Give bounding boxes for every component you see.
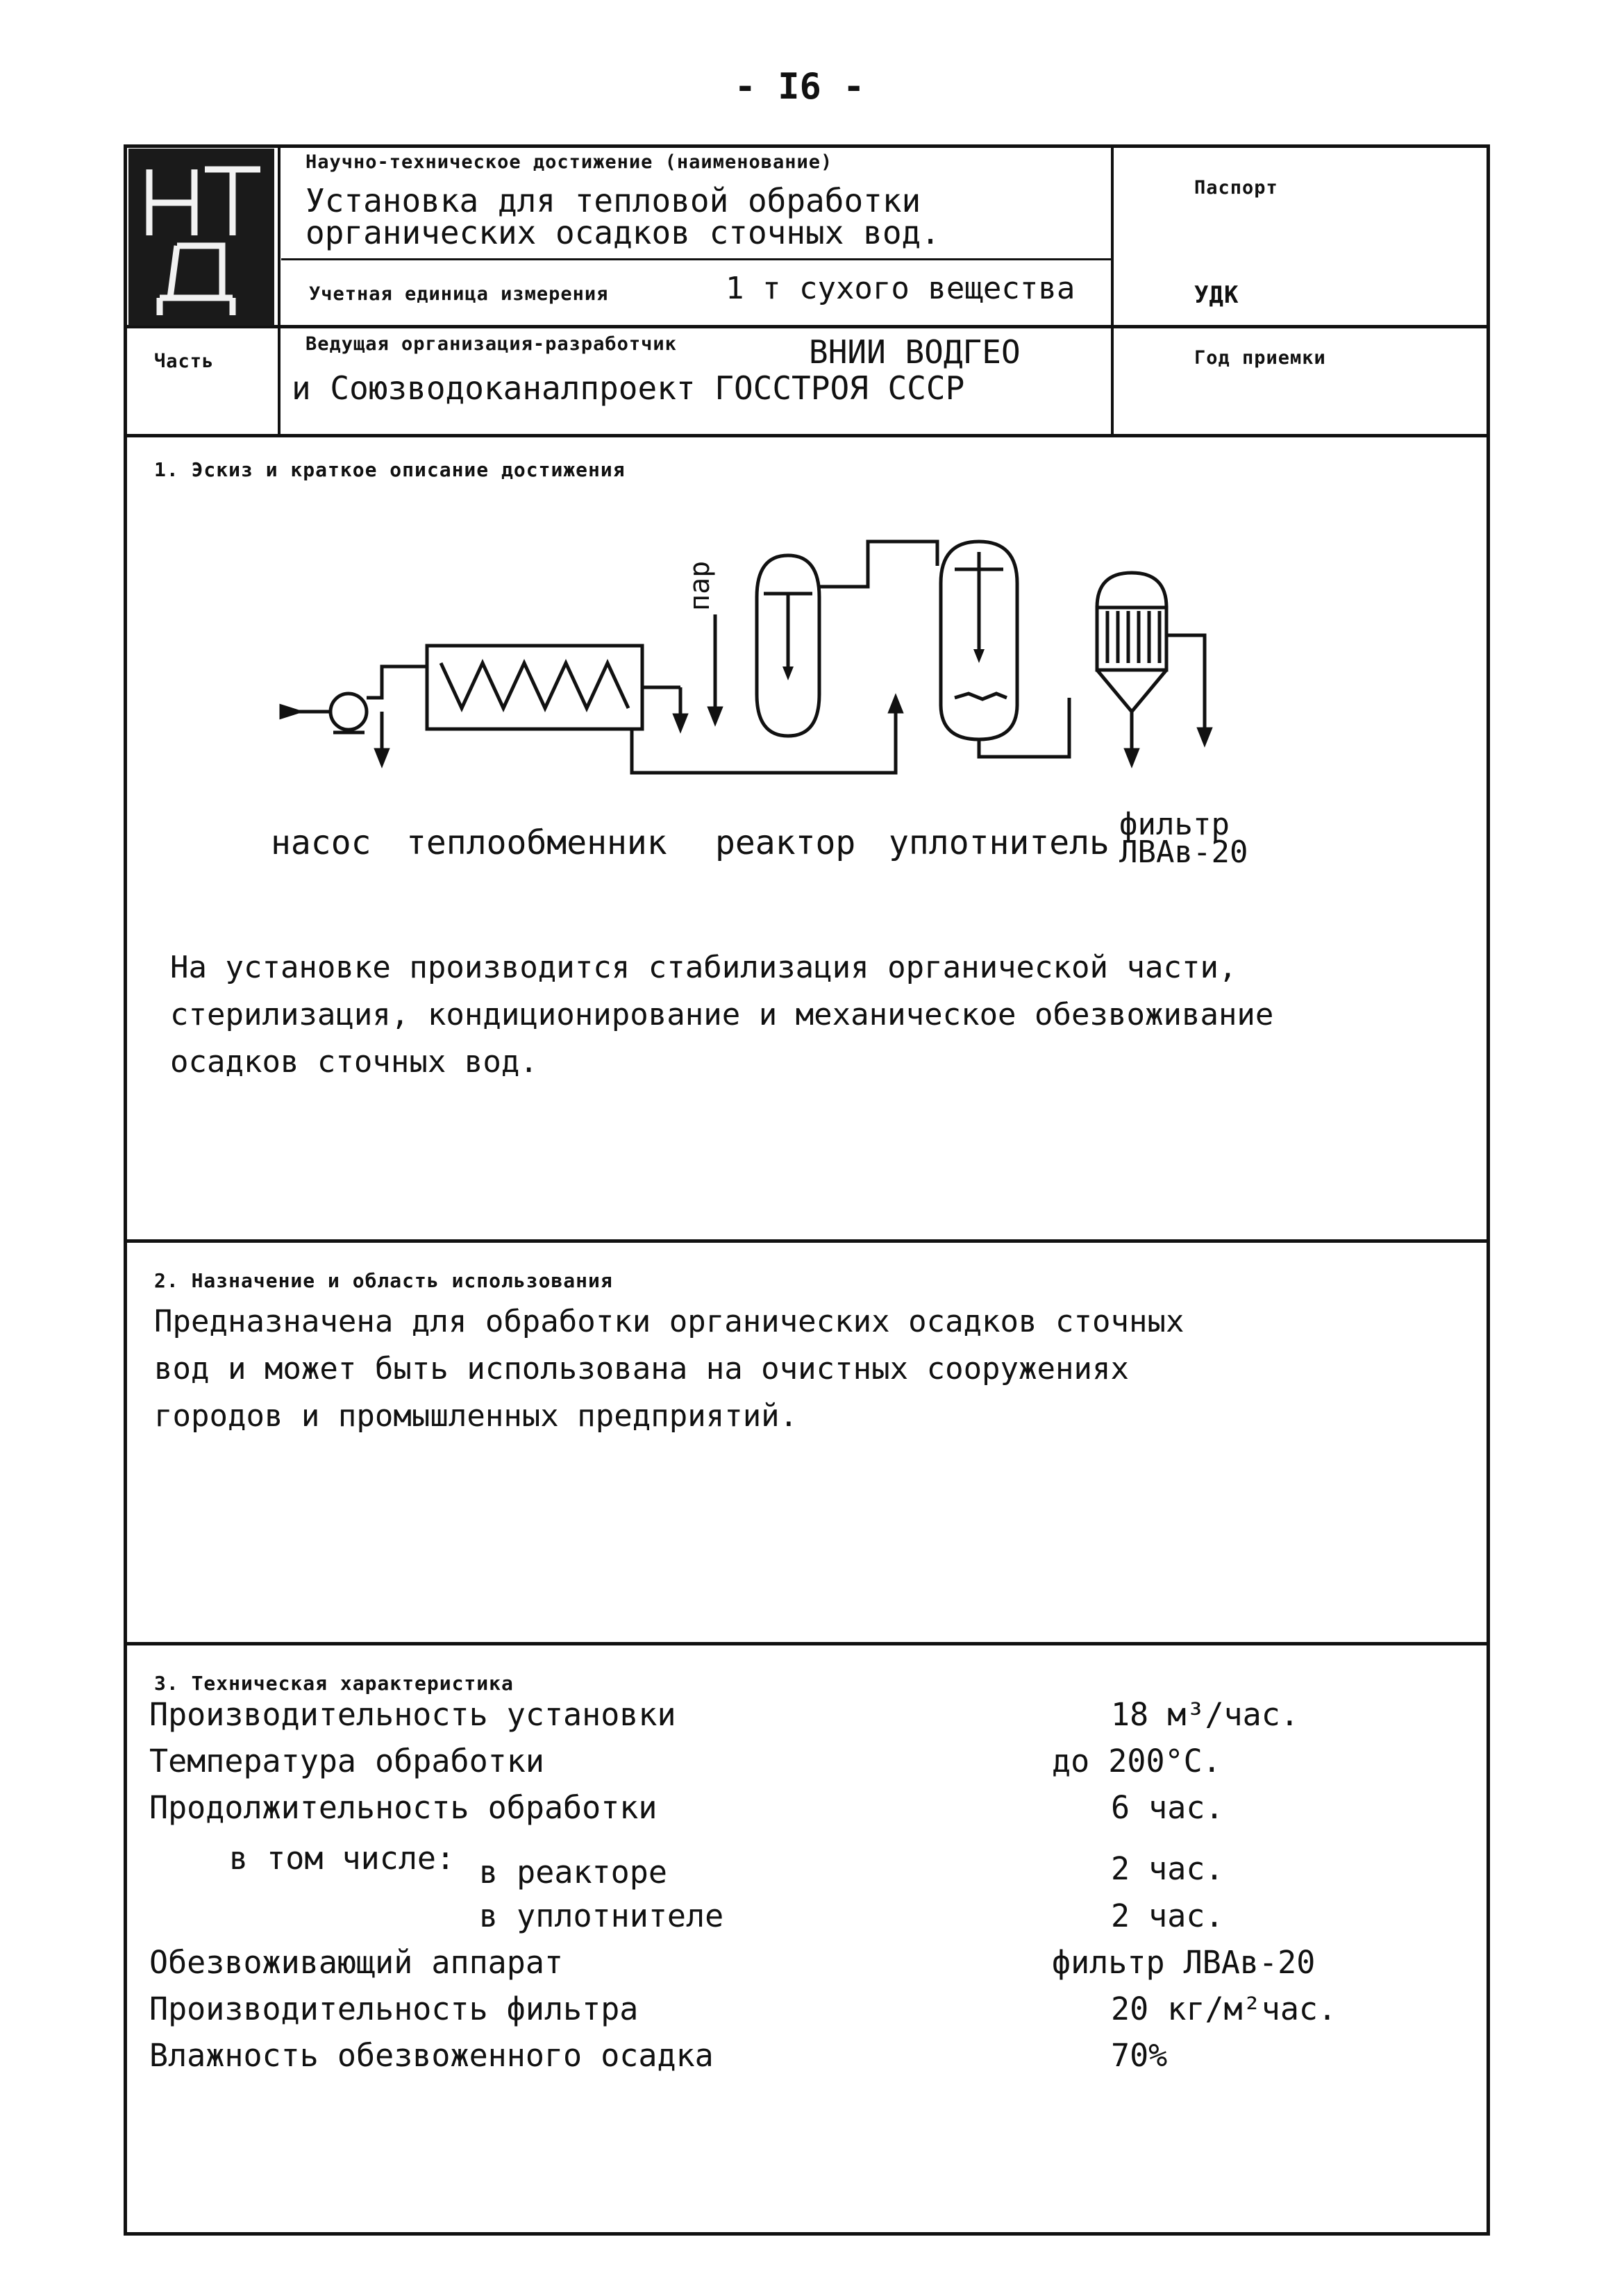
filter-dome — [1097, 573, 1166, 607]
right-column-divider — [1111, 144, 1114, 436]
thickener-outlet-line — [979, 698, 1069, 757]
ntd-logo-icon — [128, 149, 274, 326]
part-label: Часть — [154, 351, 215, 372]
bottom-collector-line — [632, 708, 896, 773]
page-number: - I6 - — [734, 66, 865, 108]
bottom-dash — [944, 2232, 986, 2235]
heat-exchanger-coil — [441, 663, 628, 708]
pump-icon — [330, 694, 367, 730]
section1-divider — [124, 1239, 1490, 1243]
org-value-line1: ВНИИ ВОДГЕО — [809, 333, 1021, 371]
steam-arrow-icon — [710, 708, 721, 722]
section3-title: 3. Техническая характеристика — [154, 1672, 514, 1695]
pump-outlet-line — [367, 667, 427, 698]
bottom-dash — [1041, 2232, 1486, 2235]
spec-value-filter-capacity: 20 кг/м²час. — [1111, 1991, 1337, 2027]
spec-label-including: в том числе: — [229, 1840, 455, 1877]
process-diagram — [271, 524, 1284, 816]
spec-label-capacity: Производительность установки — [149, 1696, 676, 1733]
inlet-arrow-icon — [281, 706, 299, 717]
bottom-dash — [701, 2232, 785, 2235]
flow-arrow-icon — [675, 715, 686, 729]
spec-sub-thickener: в уплотнителе — [479, 1897, 724, 1934]
label-heat-exchanger: теплообменник — [406, 823, 667, 862]
title-unit-divider — [281, 258, 1111, 260]
spec-label-temperature: Температура обработки — [149, 1743, 544, 1779]
spec-value-reactor: 2 час. — [1111, 1850, 1224, 1887]
section2-text-line3: городов и промышленных предприятий. — [154, 1398, 798, 1434]
bottom-dash — [124, 2232, 332, 2235]
spec-value-thickener: 2 час. — [1111, 1897, 1224, 1934]
unit-value: 1 т сухого вещества — [726, 271, 1075, 306]
spec-sub-reactor: в реакторе — [479, 1854, 667, 1891]
section2-title: 2. Назначение и область использования — [154, 1269, 613, 1292]
reactor-overflow-line — [819, 542, 937, 587]
ntd-logo — [128, 149, 274, 326]
spec-value-temperature: до 200°С. — [1052, 1743, 1221, 1779]
section2-divider — [124, 1642, 1490, 1645]
header-divider-1 — [124, 325, 1490, 328]
spec-value-dewatering: фильтр ЛВАв-20 — [1052, 1944, 1316, 1981]
drain-arrow-icon — [376, 750, 387, 764]
unit-label: Учетная единица измерения — [309, 283, 609, 305]
section2-text-line2: вод и может быть использована на очистных сооружениях — [154, 1351, 1129, 1386]
achievement-title-line1: Установка для тепловой обработки — [305, 182, 921, 219]
achievement-label: Научно-техническое достижение (наименование) — [305, 151, 833, 173]
filtrate-arrow-icon — [1199, 729, 1210, 743]
steam-label: пар — [684, 560, 716, 611]
bottom-dash — [361, 2232, 653, 2235]
spec-label-dewatering: Обезвоживающий аппарат — [149, 1944, 564, 1981]
passport-label: Паспорт — [1194, 177, 1278, 199]
cake-outlet-arrow-icon — [1126, 750, 1137, 764]
year-label: Год приемки — [1194, 347, 1326, 369]
section1-description-line1: На установке производится стабилизация органической части, — [170, 950, 1237, 985]
filter-cone — [1097, 670, 1166, 712]
spec-label-duration: Продолжительность обработки — [149, 1789, 658, 1826]
section2-text-line1: Предназначена для обработки органических осадков сточных — [154, 1304, 1184, 1339]
spec-label-moisture: Влажность обезвоженного осадка — [149, 2037, 714, 2074]
logo-column-divider — [278, 144, 281, 436]
org-label: Ведущая организация-разработчик — [305, 333, 677, 355]
spec-label-filter-capacity: Производительность фильтра — [149, 1991, 639, 2027]
filtrate-line — [1166, 635, 1205, 732]
section1-title: 1. Эскиз и краткое описание достижения — [154, 458, 626, 481]
header-divider-2 — [124, 434, 1490, 437]
spec-value-moisture: 70% — [1111, 2037, 1168, 2074]
label-thickener: уплотнитель — [889, 823, 1110, 862]
spec-value-capacity: 18 м³/час. — [1111, 1696, 1299, 1733]
label-filter-line2: ЛВАв-20 — [1119, 835, 1248, 870]
section1-description-line2: стерилизация, кондиционирование и механическое обезвоживание — [170, 997, 1274, 1032]
spec-value-duration: 6 час. — [1111, 1789, 1224, 1826]
org-value-line2: и Союзводоканалпроект ГОССТРОЯ СССР — [292, 369, 965, 407]
label-pump: насос — [271, 823, 371, 862]
label-reactor: реактор — [715, 823, 856, 862]
udk-label: УДК — [1194, 281, 1239, 309]
section1-description-line3: осадков сточных вод. — [170, 1044, 538, 1080]
up-arrow-icon — [890, 698, 901, 712]
label-filter-line1: фильтр — [1119, 807, 1230, 842]
achievement-title-line2: органических осадков сточных вод. — [305, 214, 940, 251]
